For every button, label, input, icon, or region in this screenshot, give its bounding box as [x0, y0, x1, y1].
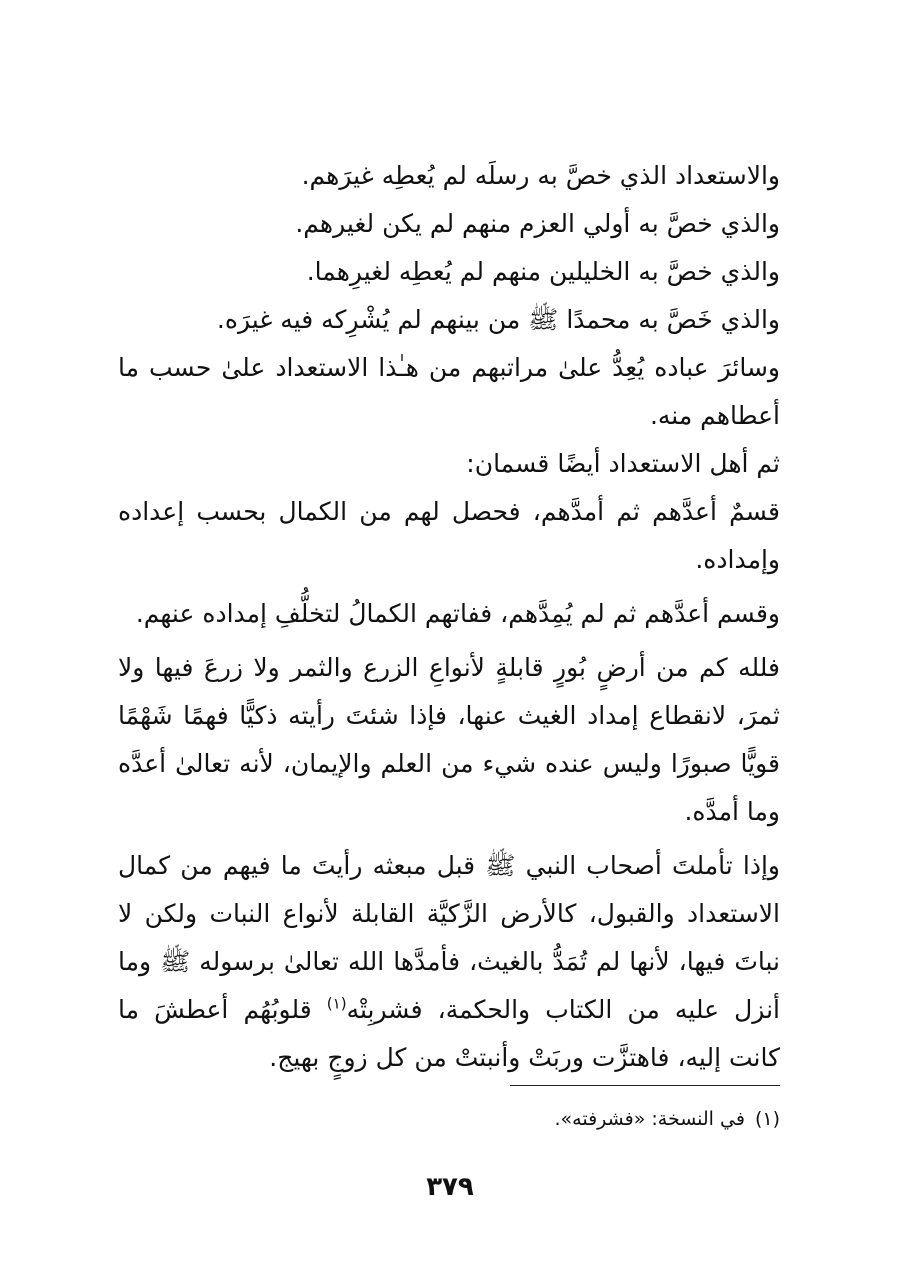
paragraph-text: قلوبُهُم أعطشَ ما كانت إليه، فاهتزَّت وربَتْ وأنبتتْ من كل زوجٍ بهيج. [118, 995, 780, 1072]
footnote-text: في النسخة: «فشرفته». [554, 1108, 745, 1130]
text-line: والذي خصَّ به أولي العزم منهم لم يكن لغيرهم. [295, 209, 780, 238]
text-line: ثم أهل الاستعداد أيضًا قسمان: [466, 449, 780, 478]
main-text [118, 152, 780, 1082]
footnote-number: (١) [754, 1108, 780, 1130]
page-number: ٣٧٩ [426, 1172, 474, 1202]
paragraph-text: وإذا تأملتَ أصحاب النبي ﷺ قبل مبعثه رأيتَ ما فيهم من كمال الاستعداد والقبول، كالأرض الزَّكيَّة القابلة لأنواع النبات ولكن لا نباتَ فيها، لأنها لم تُمَدُّ بالغيث، فأمدَّها الله تعالىٰ برسوله ﷺ وما أنزل عليه من الكتاب والحكمة، فشربِتْه [118, 851, 780, 1024]
paragraph: وسائرَ عباده يُعِدُّ علىٰ مراتبهم من هـٰذا الاستعداد علىٰ حسب ما أعطاهم منه. [118, 353, 780, 430]
footnote [555, 1105, 780, 1133]
text-line: والذي خَصَّ به محمدًا ﷺ من بينهم لم يُشْرِكه فيه غيرَه. [216, 305, 780, 334]
paragraph [118, 842, 780, 1082]
footnote-reference: (١) [326, 994, 347, 1013]
paragraph: وقسم أعدَّهم ثم لم يُمِدَّهم، ففاتهم الكمالُ لتخلُّفِ إمداده عنهم. [135, 599, 780, 628]
footnote-separator [510, 1085, 780, 1086]
paragraph: فلله كم من أرضٍ بُورٍ قابلةٍ لأنواعِ الزرع والثمر ولا زرعَ فيها ولا ثمرَ، لانقطاع إمداد الغيث عنها، فإذا شئتَ رأيته ذكيًّا فهمًا شَهْمًا قويًّا صبورًا وليس عنده شيء من العلم والإيمان، لأنه تعالىٰ أعدَّه وما أمدَّه. [118, 653, 780, 826]
text-line: والاستعداد الذي خصَّ به رسلَه لم يُعطِه غيرَهم. [301, 161, 780, 190]
paragraph: قسمٌ أعدَّهم ثم أمدَّهم، فحصل لهم من الكمال بحسب إعداده وإمداده. [118, 497, 780, 574]
text-line: والذي خصَّ به الخليلين منهم لم يُعطِه لغيرِهما. [306, 257, 780, 286]
